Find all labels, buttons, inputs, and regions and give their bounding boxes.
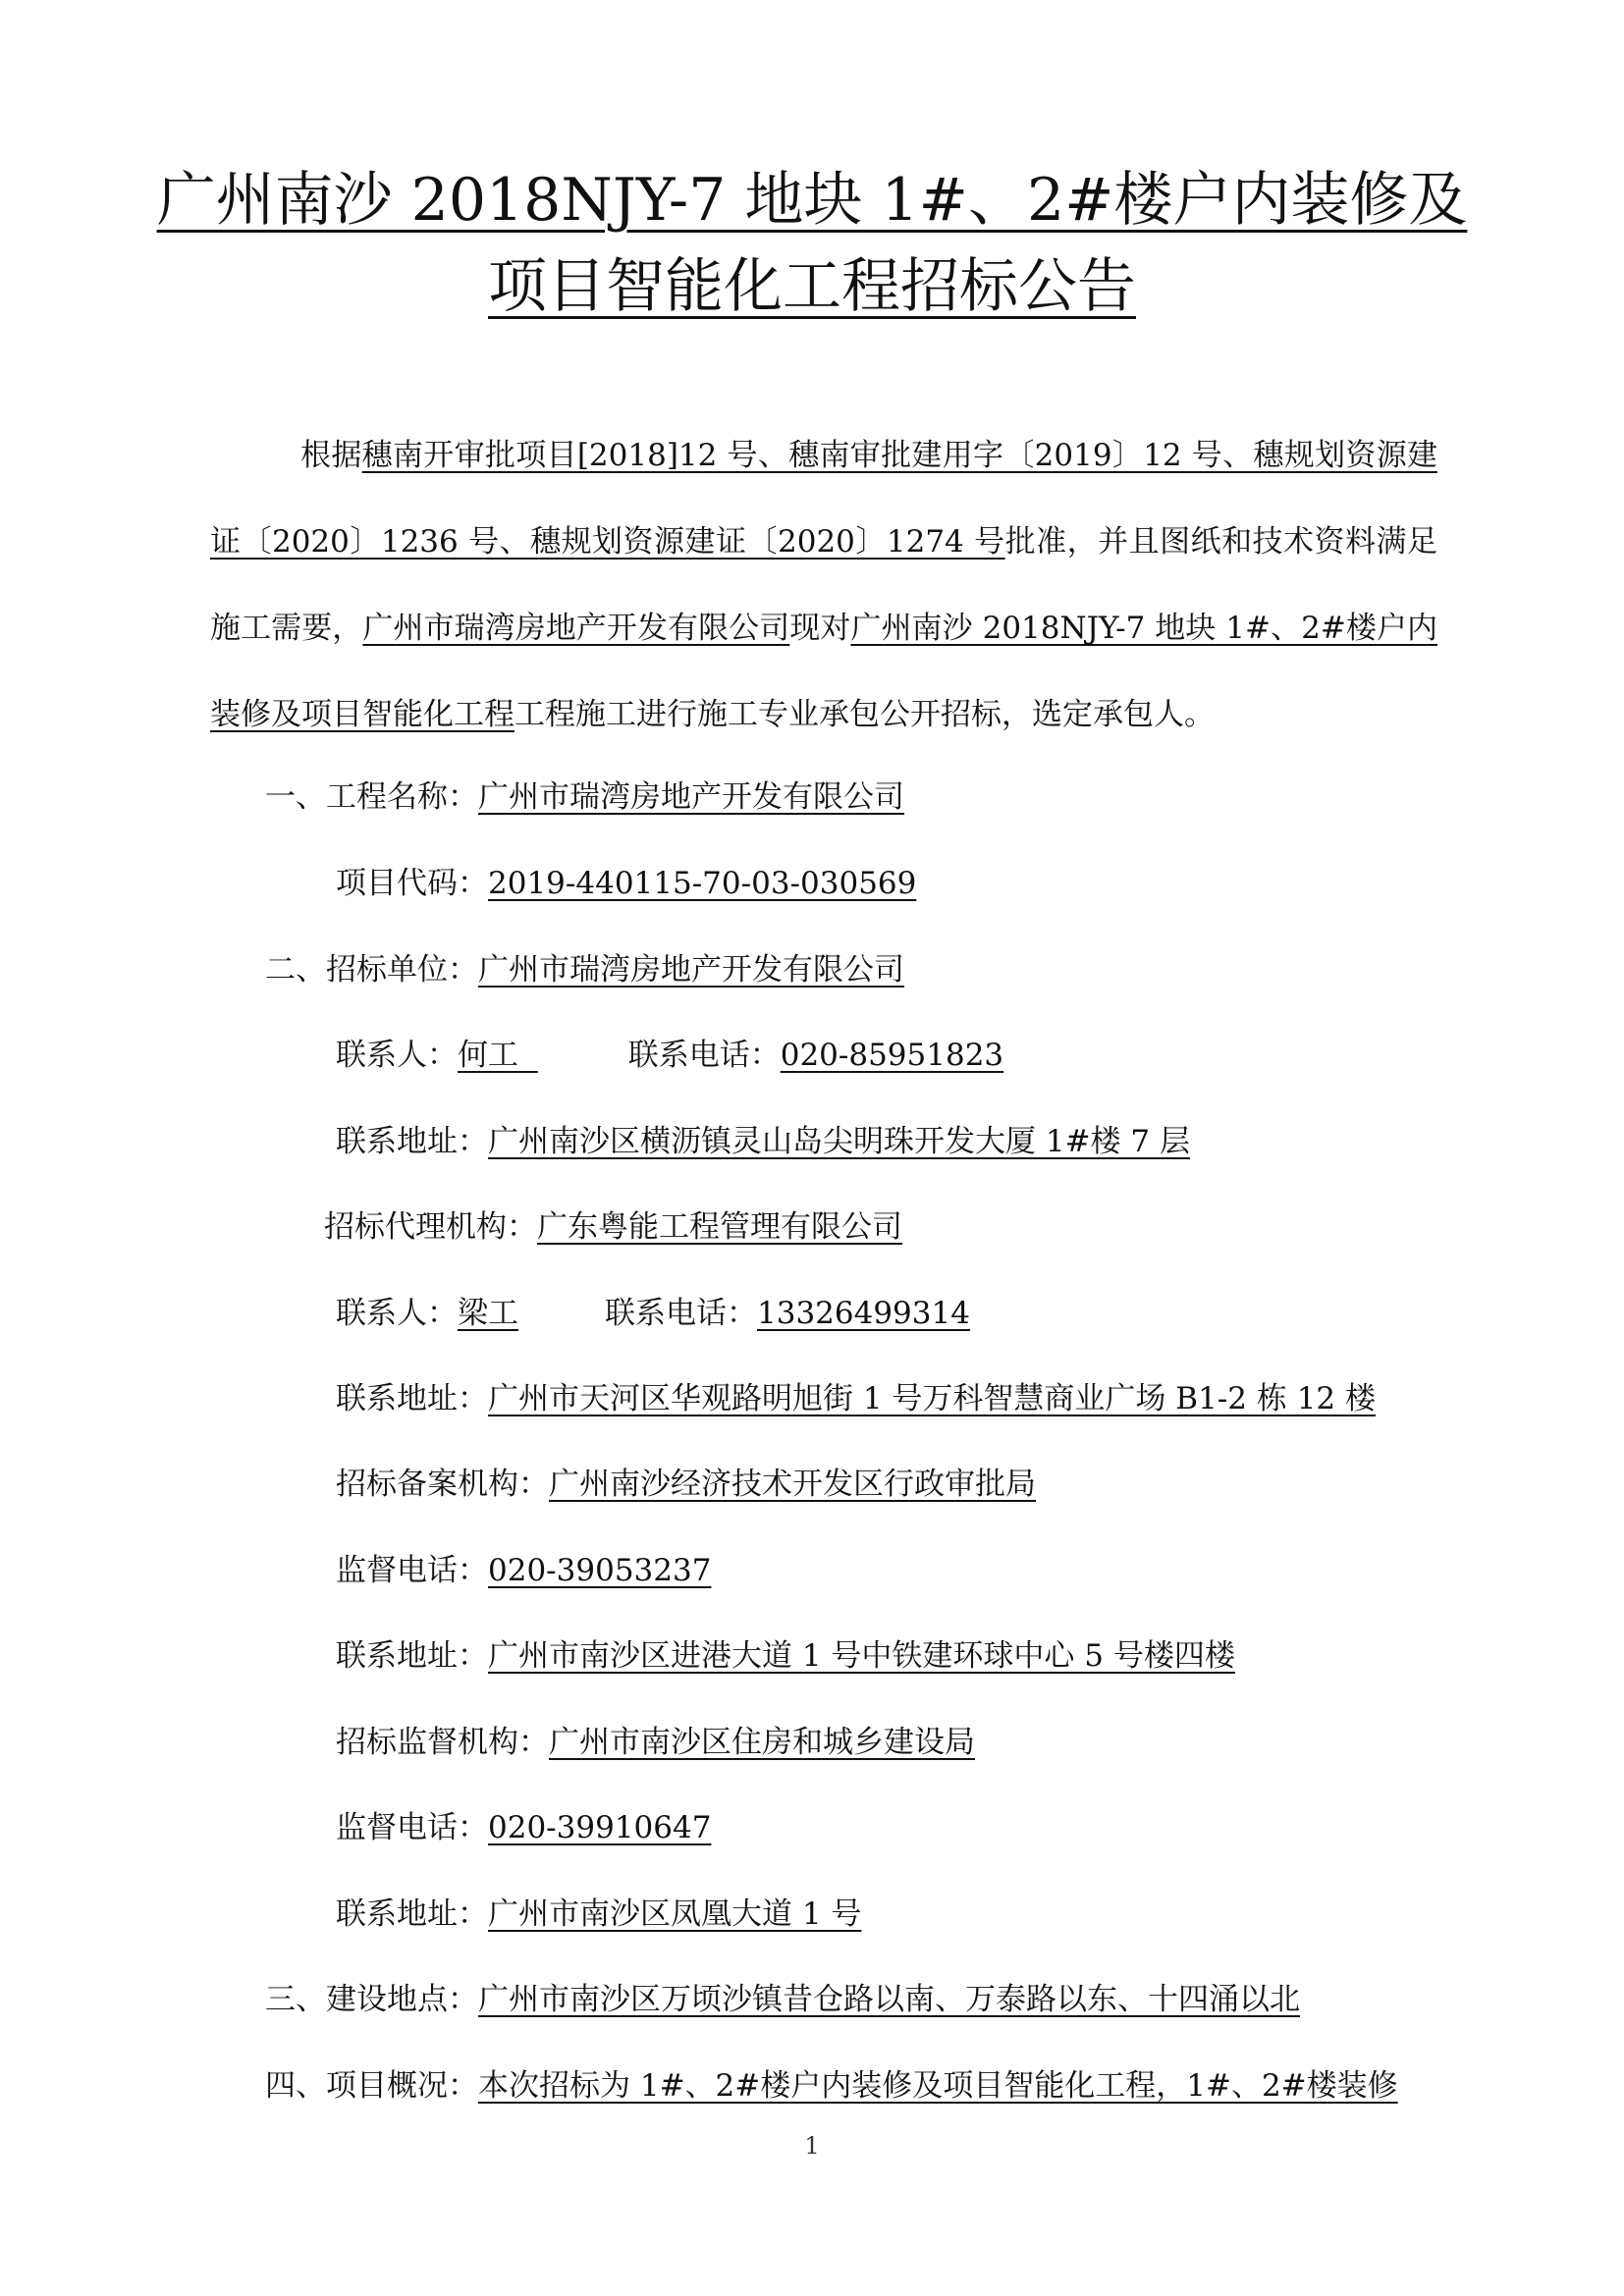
intro-paragraph: 根据穗南开审批项目[2018]12 号、穗南审批建用字〔2019〕12 号、穗规划资源建证〔2020〕1236 号、穗规划资源建证〔2020〕1274 号批准，并且图纸和技术资料满足施工需要，广州市瑞湾房地产开发有限公司现对广州南沙 2018NJY-7 地块 1#、2#楼户内装修及项目智能化工程工程施工进行施工专业承包公开招标，选定承包人。 (210, 438, 1438, 732)
tender-agency: 招标代理机构：广东粤能工程管理有限公司 (324, 1209, 902, 1245)
section-project-overview: 四、项目概况：本次招标为 1#、2#楼户内装修及项目智能化工程，1#、2#楼装修 (265, 2068, 1398, 2104)
supervision-phone-2: 监督电话：020-39910647 (336, 1810, 712, 1845)
section-project-name: 一、工程名称：广州市瑞湾房地产开发有限公司 (265, 779, 904, 815)
agency-contact: 联系人：梁工 联系电话：13326499314 (336, 1296, 970, 1331)
supervision-authority: 招标监督机构：广州市南沙区住房和城乡建设局 (336, 1725, 975, 1760)
section-tendering-unit: 二、招标单位：广州市瑞湾房地产开发有限公司 (265, 952, 904, 988)
developer-name: 广州市瑞湾房地产开发有限公司 (362, 611, 790, 646)
page-number: 1 (804, 2132, 820, 2160)
approval-references: 穗南开审批项目[2018]12 号、穗南审批建用字〔2019〕12 号、穗规划资源建证〔2020〕1236 号、穗规划资源建证〔2020〕1274 号 (210, 438, 1438, 560)
document-title-line-1: 广州南沙 2018NJY-7 地块 1#、2#楼户内装修及 (156, 166, 1468, 235)
agency-address: 联系地址：广州市天河区华观路明旭街 1 号万科智慧商业广场 B1-2 栋 12 楼 (336, 1381, 1376, 1416)
filing-authority-address: 联系地址：广州市南沙区进港大道 1 号中铁建环球中心 5 号楼四楼 (336, 1638, 1235, 1674)
filing-authority: 招标备案机构：广州南沙经济技术开发区行政审批局 (336, 1467, 1036, 1502)
section-construction-site: 三、建设地点：广州市南沙区万顷沙镇昔仓路以南、万泰路以东、十四涌以北 (265, 1982, 1300, 2017)
project-name: 广州南沙 2018NJY-7 地块 1#、2#楼户内装修及项目智能化工程 (210, 611, 1438, 732)
tenderer-contact: 联系人：何工 联系电话：020-85951823 (336, 1038, 1004, 1073)
tenderer-address: 联系地址：广州南沙区横沥镇灵山岛尖明珠开发大厦 1#楼 7 层 (336, 1124, 1190, 1159)
document-title-line-2: 项目智能化工程招标公告 (488, 252, 1136, 321)
supervision-phone-1: 监督电话：020-39053237 (336, 1553, 712, 1588)
project-code: 项目代码：2019-440115-70-03-030569 (336, 866, 917, 901)
supervision-authority-address: 联系地址：广州市南沙区凤凰大道 1 号 (336, 1896, 862, 1932)
